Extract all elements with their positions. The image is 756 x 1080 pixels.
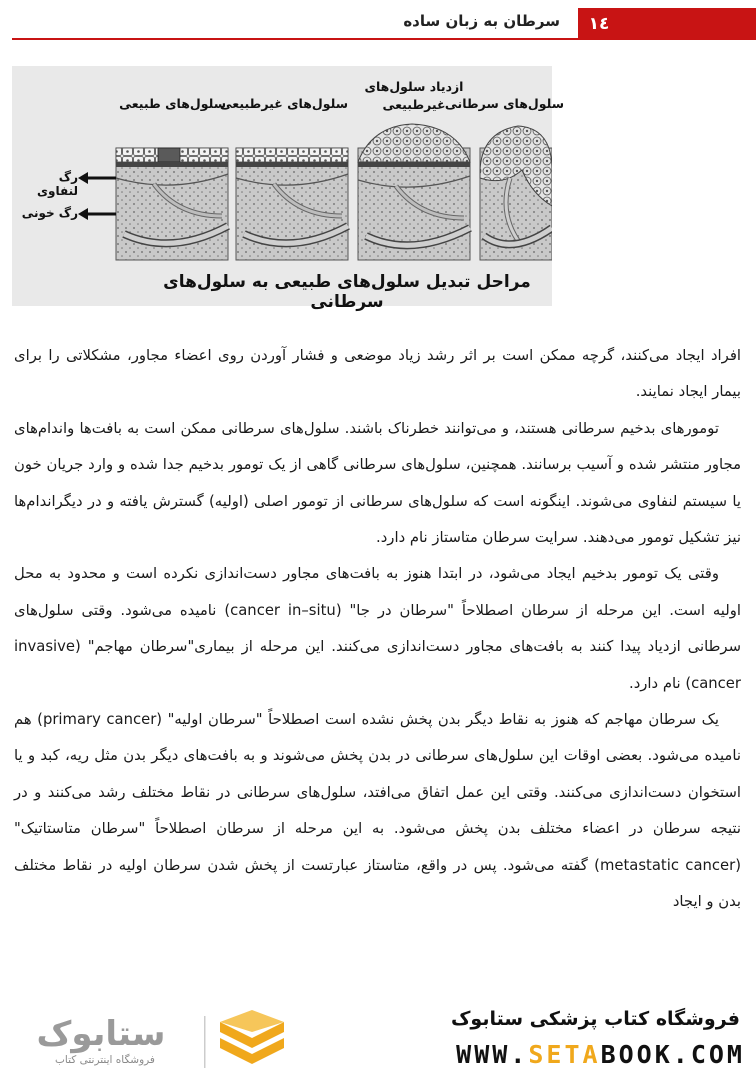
page-number: ١٤ [588, 14, 610, 34]
bottom-fade [0, 948, 756, 1000]
paragraph: وقتی یک تومور بدخیم ایجاد می‌شود، در ابتدا هنوز به بافت‌های مجاور دست‌اندازی نکرده است و محدود به محل اولیه است. این مرحله از سرطان اصطلاحاً "سرطان در جا" (cancer in–situ) نامیده می‌شود. وقتی سلول‌های سرطانی ازدیاد پیدا کنند به بافت‌های مجاور دست‌اندازی می‌کنند. این مرحله از بیماری"سرطان مهاجم" (invasive cancer) نام دارد. [14, 565, 742, 692]
running-title: سرطان به زبان ساده [403, 12, 560, 30]
store-footer [0, 996, 756, 1080]
panel-normal-cells [236, 148, 348, 260]
label-lymph-vessel: رگ لنفاوی [36, 170, 78, 198]
figure-caption: مراحل تبدیل سلول‌های طبیعی به سلول‌های سرطانی [163, 272, 531, 312]
cell-stages-figure [12, 66, 564, 312]
logo-wordmark: ستابوک [36, 1014, 166, 1054]
label-blood-vessel: رگ خونی [21, 206, 78, 220]
label-cancer-cells: سلول‌های سرطانی [444, 96, 564, 111]
store-url[interactable] [380, 1040, 745, 1069]
paragraph: یک سرطان مهاجم که هنوز به نقاط دیگر بدن پخش نشده است اصطلاحاً "سرطان اولیه" (primary cancer) هم نامیده می‌شود. بعضی اوقات این سلول‌های سرطانی در بدن پخش می‌شوند و به بافت‌های دیگر بدن مثل ریه، کبد و یا استخوان دست‌اندازی می‌کنند. وقتی این عمل اتفاق می‌افتد، سلول‌های سرطانی در نقاط مختلف رشد می‌کنند و در نتیجه سرطان در اعضاء مختلف بدن پخش می‌شود. به این مرحله از سرطان اصطلاحاً "سرطان متاستاتیک" (metastatic cancer) گفته می‌شود. پس در واقع، متاستاز عبارتست از پخش شدن سرطان اولیه در نقاط مختلف بدن و ایجاد [14, 711, 741, 911]
url-accent: SETA [528, 1040, 601, 1069]
url-prefix: WWW. [456, 1040, 529, 1069]
body-text [14, 338, 741, 921]
label-normal-cells: سلول‌های طبیعی [119, 96, 226, 111]
page-header [0, 0, 756, 44]
logo-subtitle: فروشگاه اینترنتی کتاب [55, 1054, 155, 1066]
label-abnormal-cells: سلول‌های غیرطبیعی [219, 96, 348, 111]
panel-proliferation [358, 124, 470, 260]
store-name: فروشگاه کتاب پزشکی ستابوک [450, 1008, 740, 1030]
panel-cancer-cells [480, 126, 552, 260]
paragraph: تومورهای بدخیم سرطانی هستند، و می‌توانند خطرناک باشند. سلول‌های سرطانی ممکن است به بافت‌ها واندام‌های مجاور منتشر شده و آسیب برسانند. همچنین، سلول‌های سرطانی گاهی از یک تومور بدخیم جدا شده و وارد جریان خون یا سیستم لنفاوی می‌شوند. اینگونه است که سلول‌های سرطانی از تومور اصلی (اولیه) گسترش یافته و در دیگراندام‌ها نیز تشکیل تومور می‌دهند. سرایت سرطان متاستاز نام دارد. [14, 419, 741, 547]
label-proliferation: ازدیاد سلول‌های غیرطبیعی [364, 79, 464, 112]
url-suffix: BOOK.COM [600, 1040, 745, 1069]
paragraph: افراد ایجاد می‌کنند، گرچه ممکن است بر اثر رشد زیاد موضعی و فشار آوردن روی اعضاء مجاور، مشکلاتی را برای بیمار ایجاد نمایند. [14, 347, 741, 401]
panel-abnormal-cells [116, 148, 228, 260]
